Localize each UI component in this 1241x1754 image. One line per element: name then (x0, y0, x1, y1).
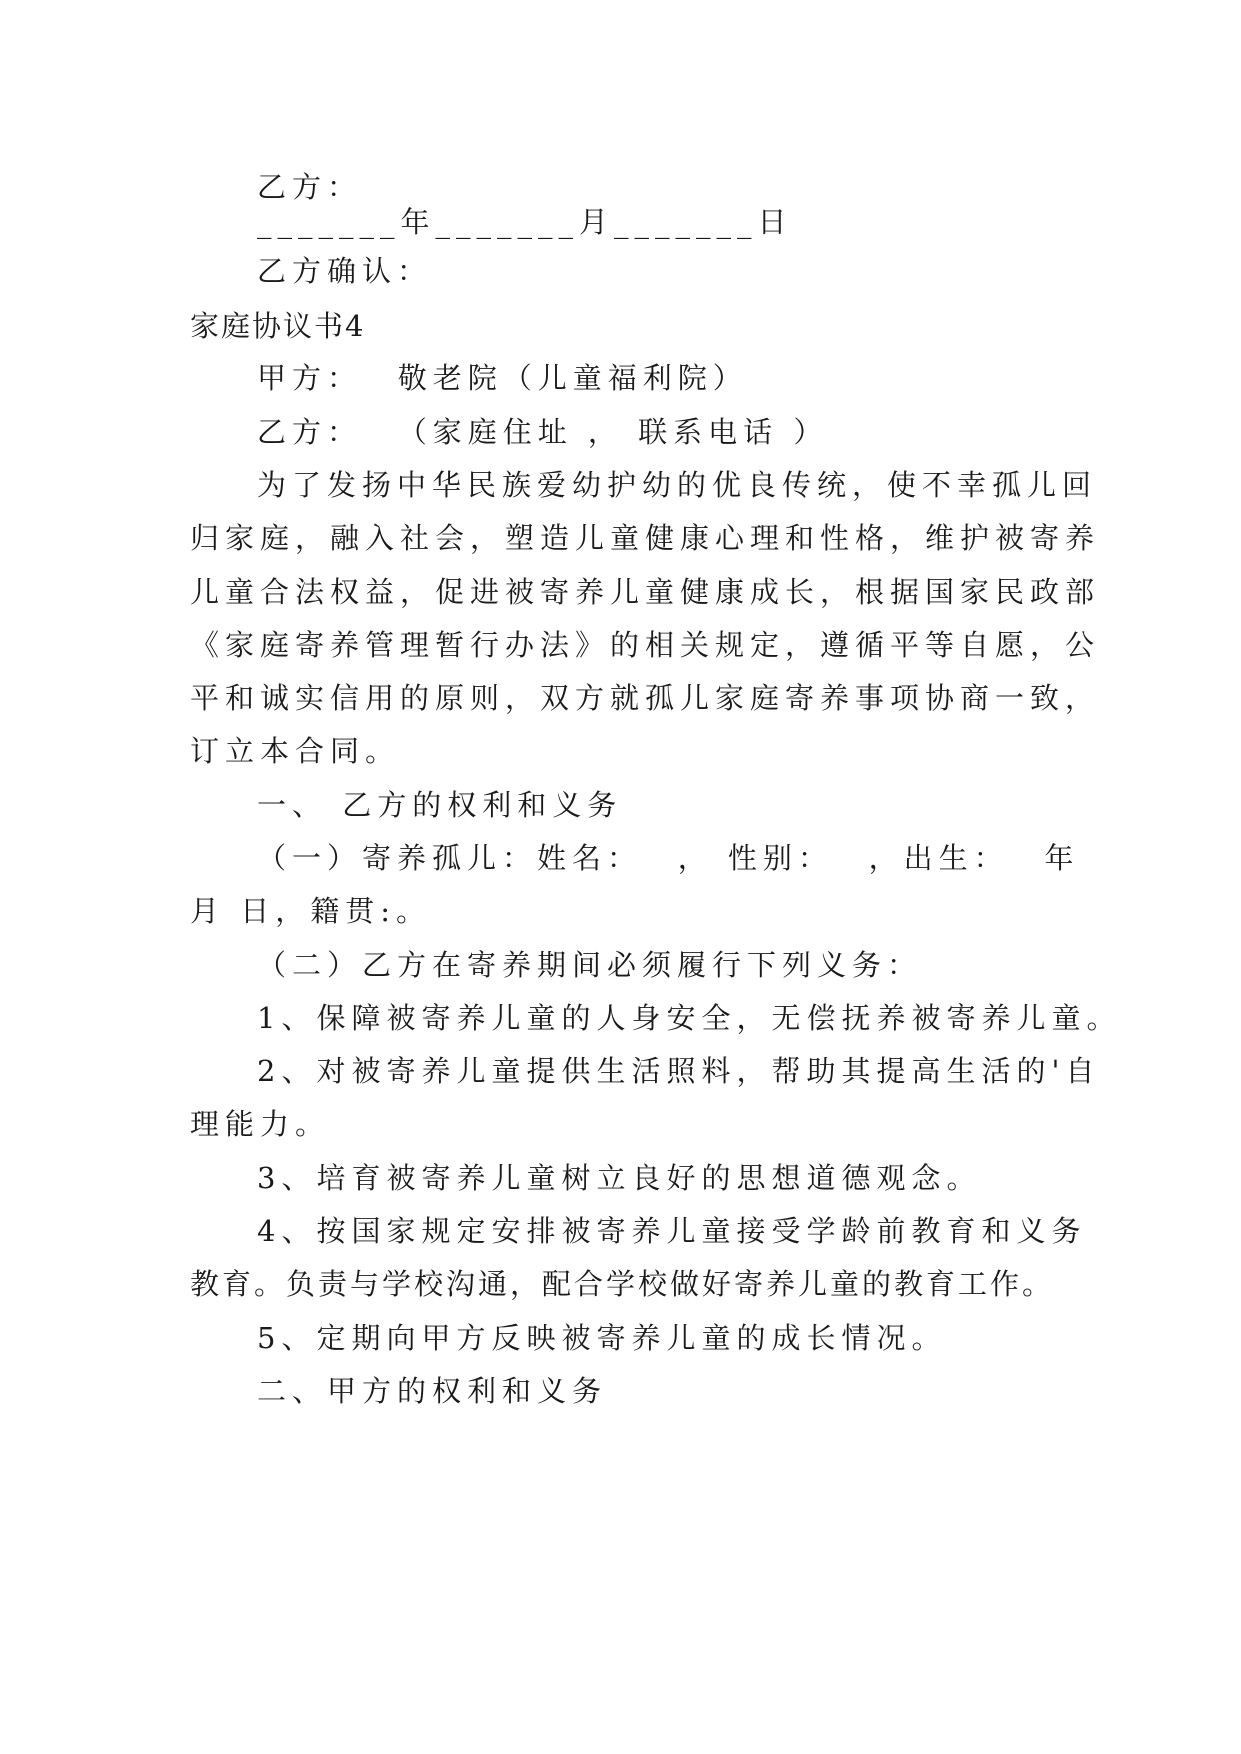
preamble-line-4: 《家庭寄养管理暂行办法》的相关规定，遵循平等自愿，公 (190, 628, 1101, 662)
preamble-line-5: 平和诚实信用的原则，双方就孤儿家庭寄养事项协商一致， (190, 681, 1101, 715)
preamble-line-2: 归家庭，融入社会，塑造儿童健康心理和性格，维护被寄养 (190, 521, 1101, 555)
section-2-heading: 二、甲方的权利和义务 (257, 1374, 608, 1408)
duty-2-line-1: 2、对被寄养儿童提供生活照料，帮助其提高生活的'自 (257, 1054, 1101, 1088)
party-b-confirm: 乙方确认： (257, 254, 433, 288)
clause-1-1-line-1: （一）寄养孤儿：姓名： ， 性别： ，出生： 年 (257, 841, 1080, 875)
clause-1-1-line-2: 月 日，籍贯:。 (190, 894, 431, 928)
party-b-line: 乙方： （家庭住址 ， 联系电话 ） (257, 415, 829, 449)
duty-5: 5、定期向甲方反映被寄养儿童的成长情况。 (257, 1321, 947, 1355)
party-a-line: 甲方： 敬老院（儿童福利院） (257, 361, 748, 395)
preamble-line-6: 订立本合同。 (190, 734, 401, 768)
party-b-label: 乙方： (257, 170, 363, 204)
date-line: _______年_______月_______日 (257, 205, 793, 239)
duty-3: 3、培育被寄养儿童树立良好的思想道德观念。 (257, 1161, 982, 1195)
duty-1: 1、保障被寄养儿童的人身安全，无偿抚养被寄养儿童。 (257, 1001, 1122, 1035)
document-title: 家庭协议书4 (190, 309, 366, 343)
clause-1-2-heading: （二）乙方在寄养期间必须履行下列义务： (257, 948, 923, 982)
duty-2-line-2: 理能力。 (190, 1107, 331, 1141)
section-1-heading: 一、 乙方的权利和义务 (257, 788, 623, 822)
duty-4-line-2: 教育。负责与学校沟通，配合学校做好寄养儿童的教育工作。 (190, 1267, 1055, 1301)
duty-4-line-1: 4、按国家规定安排被寄养儿童接受学龄前教育和义务 (257, 1214, 1087, 1248)
preamble-line-3: 儿童合法权益，促进被寄养儿童健康成长，根据国家民政部 (190, 575, 1101, 609)
preamble-line-1: 为了发扬中华民族爱幼护幼的优良传统，使不幸孤儿回 (257, 468, 1098, 502)
